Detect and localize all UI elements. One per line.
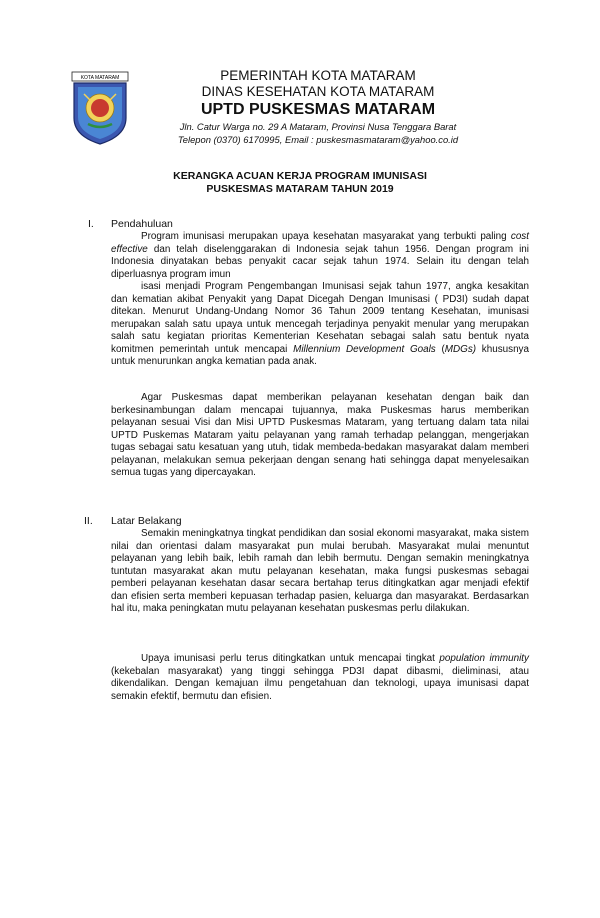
- letterhead-address: Jln. Catur Warga no. 29 A Mataram, Provinsi Nusa Tenggara Barat: [179, 121, 457, 132]
- document-title-line1: KERANGKA ACUAN KERJA PROGRAM IMUNISASI: [173, 170, 427, 182]
- section-number: II.: [84, 515, 93, 527]
- letterhead-government: PEMERINTAH KOTA MATARAM: [220, 68, 416, 83]
- document-title: [80, 170, 520, 196]
- letterhead-unit: UPTD PUSKESMAS MATARAM: [200, 101, 436, 118]
- section-heading: Pendahuluan: [111, 218, 173, 230]
- paragraph: Agar Puskesmas dapat memberikan pelayanan kesehatan dengan baik dan berkesinambungan dalam mencapai tujuannya, maka Puskesmas harus memberikan pelayanan sesuai Visi dan Misi UPTD Puskesmas Mataram, yang tertuang dalam tata nilai UPTD Puskemas Mataram yaitu pelayanan yang ramah terhadap pelanggan, mengerjakan tugas sebagai satu kesatuan yang utuh, tidak membeda-bedakan masyarakat dalam memberi pelayanan, melakukan semua pekerjaan dengan senang hati sehingga dapat menyelesaikan semua tugas yang dipercayakan.: [111, 392, 529, 478]
- letterhead-contact: Telepon (0370) 6170995, Email : puskesmasmataram@yahoo.co.id: [177, 134, 459, 145]
- paragraph: Semakin meningkatnya tingkat pendidikan dan sosial ekonomi masyarakat, maka sistem nilai dan orientasi dalam masyarakat pun mulai berubah. Masyarakat mulai menuntut pelayanan yang lebih baik, lebih ramah dan lebih bermutu. Dengan semakin meningkatnya tuntutan masyarakat akan mutu pelayanan kesehatan, maka fungsi puskesmas sebagai pemberi pelayanan kesehatan dasar secara bertahap terus ditingkatkan agar menjadi efektif dan efisien serta memberi kepuasan terhadap pasien, keluarga dan masyarakat. Berdasarkan hal itu, maka peningkatan mutu pelayanan kesehatan puskesmas perlu dilakukan.: [111, 528, 529, 614]
- section-heading: Latar Belakang: [111, 515, 182, 527]
- section-number: I.: [88, 218, 94, 230]
- paragraph: isasi menjadi Program Pengembangan Imunisasi sejak tahun 1977, angka kesakitan dan kematian akibat Penyakit yang Dapat Dicegah Dengan Imunisasi ( PD3I) sudah dapat ditekan. Menurut Undang-Undang Nomor 36 Tahun 2009 tentang Kesehatan, imunisasi merupakan salah satu upaya untuk mencegah terjadinya penyakit menular yang merupakan salah satu kegiatan prioritas Kementerian Kesehatan sebagai salah satu bentuk nyata komitmen pemerintah untuk mencapai Millennium Development Goals (MDGs) khususnya untuk menurunkan angka kematian pada anak.: [111, 281, 529, 367]
- paragraph: Program imunisasi merupakan upaya kesehatan masyarakat yang terbukti paling cost effective dan telah diselenggarakan di Indonesia sejak tahun 1956. Dengan program ini Indonesia dinyatakan bebas penyakit cacar sejak tahun 1974. Selain itu dengan telah diperluasnya program imun: [111, 231, 529, 280]
- document-title-line2: PUSKESMAS MATARAM TAHUN 2019: [206, 183, 394, 195]
- paragraph: Upaya imunisasi perlu terus ditingkatkan untuk mencapai tingkat population immunity (kekebalan masyarakat) yang tinggi sehingga PD3I dapat dibasmi, dieliminasi, atau dikendalikan. Dengan kemajuan ilmu pengetahuan dan teknologi, upaya imunisasi dapat semakin efektif, bermutu dan efisien.: [111, 653, 529, 702]
- letterhead-agency: DINAS KESEHATAN KOTA MATARAM: [201, 84, 435, 99]
- letterhead: [138, 68, 498, 146]
- city-emblem-logo: [70, 70, 130, 146]
- logo-caption: KOTA MATARAM: [80, 75, 120, 81]
